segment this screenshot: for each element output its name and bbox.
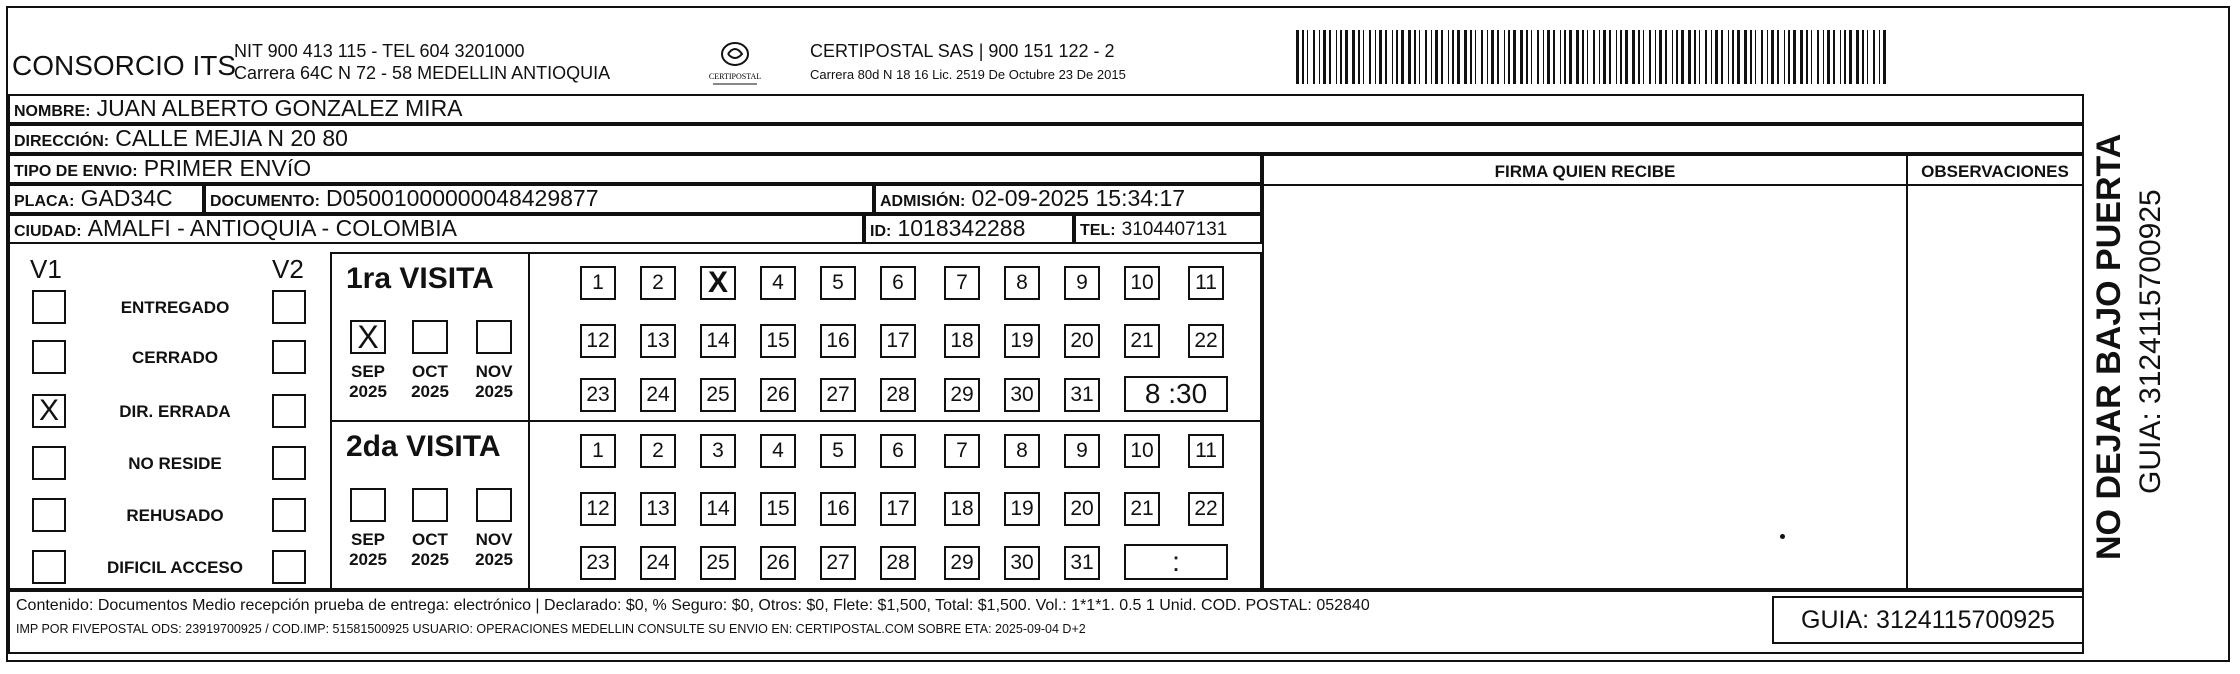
barcode-bar — [1676, 30, 1678, 84]
visit1-month-label — [340, 362, 396, 402]
visit2-day-box[interactable]: 3 — [700, 434, 736, 468]
barcode-bar — [1649, 30, 1651, 84]
visit1-title: 1ra VISITA — [346, 262, 494, 295]
visit2-day-box[interactable]: 13 — [640, 492, 676, 526]
barcode-bar — [1750, 30, 1752, 84]
barcode-bar — [1732, 30, 1734, 84]
certipostal-license: Carrera 80d N 18 16 Lic. 2519 De Octubre 23 De 2015 — [810, 67, 1126, 82]
barcode-bar — [1497, 30, 1499, 84]
barcode-bar — [1867, 30, 1868, 84]
barcode-bar — [1560, 30, 1561, 84]
barcode-bar — [1655, 30, 1656, 84]
v2-checkbox[interactable] — [272, 290, 306, 324]
barcode-bar — [1414, 30, 1416, 84]
observaciones-area[interactable] — [1906, 154, 2084, 590]
barcode-bar — [1475, 30, 1476, 84]
admision-value: 02-09-2025 15:34:17 — [971, 185, 1186, 211]
visit2-month-name: OCT — [412, 530, 448, 549]
visit1-day-box[interactable]: 13 — [640, 324, 676, 358]
visit1-day-box[interactable]: 5 — [820, 266, 856, 300]
visit2-day-box[interactable]: 29 — [944, 546, 980, 580]
barcode-bar — [1576, 30, 1579, 84]
company-address: Carrera 64C N 72 - 58 MEDELLIN ANTIOQUIA — [234, 63, 611, 83]
visit2-day-box[interactable]: 12 — [580, 492, 616, 526]
visit2-day-box[interactable]: 16 — [820, 492, 856, 526]
barcode-bar — [1392, 30, 1393, 84]
barcode-bar — [1625, 30, 1628, 84]
barcode-bar — [1464, 30, 1467, 84]
visit1-month-box[interactable] — [412, 320, 448, 354]
barcode-bar — [1508, 30, 1510, 84]
barcode-bar — [1788, 30, 1790, 84]
barcode-bar — [1419, 30, 1420, 84]
id-row: ID: 1018342288 — [864, 214, 1074, 244]
certipostal-nit: CERTIPOSTAL SAS | 900 151 122 - 2 — [810, 41, 1115, 61]
visit2-day-box[interactable]: 20 — [1064, 492, 1100, 526]
barcode-bar — [1513, 30, 1516, 84]
barcode-bar — [1715, 30, 1718, 84]
barcode-bar — [1800, 30, 1803, 84]
barcode-bar — [1313, 30, 1315, 84]
visit2-day-box[interactable]: 8 — [1004, 434, 1040, 468]
visit2-day-box[interactable]: 4 — [760, 434, 796, 468]
v1-header: V1 — [30, 254, 62, 284]
visit1-month-year: 2025 — [349, 382, 387, 401]
barcode-bar — [1379, 30, 1382, 84]
barcode-bar — [1879, 30, 1880, 84]
visit1-day-box[interactable]: 17 — [880, 324, 916, 358]
company-info — [234, 40, 610, 84]
documento-value: D05001000000048429877 — [326, 185, 599, 211]
visit2-day-box[interactable]: 19 — [1004, 492, 1040, 526]
tipo-envio-value: PRIMER ENVíO — [143, 155, 312, 181]
visit2-month-year: 2025 — [411, 550, 449, 569]
visit2-month-year: 2025 — [349, 550, 387, 569]
side-warning: NO DEJAR BAJO PUERTA — [2090, 133, 2128, 560]
barcode-bar — [1408, 30, 1411, 84]
barcode-bar — [1827, 30, 1830, 84]
barcode-bar — [1603, 30, 1606, 84]
visit2-day-box[interactable]: 27 — [820, 546, 856, 580]
barcode-bar — [1487, 30, 1488, 84]
visit1-day-box[interactable]: 11 — [1188, 266, 1224, 300]
visit2-time-box[interactable]: : — [1124, 544, 1228, 580]
barcode-bar — [1616, 30, 1617, 84]
visit2-day-box[interactable]: 17 — [880, 492, 916, 526]
barcode-bar — [1448, 30, 1449, 84]
visit1-day-box[interactable]: 1 — [580, 266, 616, 300]
visit1-day-box[interactable]: 21 — [1124, 324, 1160, 358]
visit2-day-box[interactable]: 30 — [1004, 546, 1040, 580]
barcode-bar — [1721, 30, 1723, 84]
visit1-day-box[interactable]: 18 — [944, 324, 980, 358]
barcode-bar — [1307, 30, 1308, 84]
barcode-bar — [1340, 30, 1342, 84]
visit2-day-box[interactable]: 25 — [700, 546, 736, 580]
barcode-bar — [1569, 30, 1572, 84]
visit1-month-name: SEP — [350, 362, 386, 381]
status-label: DIFICIL ACCESO — [106, 558, 243, 577]
status-label: REHUSADO — [126, 506, 224, 525]
barcode-bar — [1711, 30, 1712, 84]
barcode-bar — [1761, 30, 1763, 84]
v2-header: V2 — [272, 254, 304, 284]
barcode-bar — [1699, 30, 1700, 84]
visit2-day-box[interactable]: 18 — [944, 492, 980, 526]
visit1-time-box[interactable]: 8 :30 — [1124, 376, 1228, 412]
visit2-month-name: SEP — [350, 530, 386, 549]
visit2-day-box[interactable]: 7 — [944, 434, 980, 468]
footer-contenido: Contenido: Documentos Medio recepción prueba de entrega: electrónico | Declarado: $0, % Seguro: $0, Otros: $0, Flete: $1,500, Total: $1,500. Vol.: 1*1*1. 0.5 1 Unid. COD. POSTAL: 052840 — [16, 597, 1370, 614]
barcode-bar — [1345, 30, 1348, 84]
visit1-day-box[interactable]: 25 — [700, 378, 736, 412]
direccion-row: DIRECCIÓN: CALLE MEJIA N 20 80 — [8, 124, 2084, 154]
placa-row: PLACA: GAD34C — [8, 184, 204, 214]
barcode-bar — [1659, 30, 1662, 84]
barcode-bar — [1329, 30, 1331, 84]
barcode-bar — [1665, 30, 1667, 84]
visit1-day-box[interactable]: 12 — [580, 324, 616, 358]
ciudad-row: CIUDAD: AMALFI - ANTIOQUIA - COLOMBIA — [8, 214, 864, 244]
barcode-bar — [1564, 30, 1566, 84]
visit2-month-label — [466, 530, 522, 570]
barcode-bar — [1520, 30, 1523, 84]
admision-row: ADMISIÓN: 02-09-2025 15:34:17 — [874, 184, 1262, 214]
visit1-month-label — [466, 362, 522, 402]
barcode-bar — [1296, 30, 1299, 84]
v1-checkbox[interactable] — [32, 340, 66, 374]
barcode-bar — [1862, 30, 1864, 84]
certipostal-info — [810, 40, 1126, 86]
barcode-bar — [1526, 30, 1528, 84]
visit2-day-box[interactable]: 28 — [880, 546, 916, 580]
status-label: ENTREGADO — [120, 298, 230, 317]
barcode-bar — [1681, 30, 1684, 84]
barcode-bar — [1823, 30, 1824, 84]
visit2-day-box[interactable]: 31 — [1064, 546, 1100, 580]
visit2-day-box[interactable]: 2 — [640, 434, 676, 468]
visit1-day-box[interactable]: 30 — [1004, 378, 1040, 412]
visit2-title: 2da VISITA — [346, 430, 501, 463]
barcode-bar — [1643, 30, 1644, 84]
barcode-bar — [1873, 30, 1875, 84]
barcode-bar — [1452, 30, 1454, 84]
barcode-bar — [1688, 30, 1691, 84]
firma-header: FIRMA QUIEN RECIBE — [1494, 162, 1676, 181]
visit2-day-box[interactable]: 23 — [580, 546, 616, 580]
barcode-bar — [1609, 30, 1611, 84]
logo-text: CERTIPOSTAL — [708, 72, 762, 81]
barcode-bar — [1856, 30, 1859, 84]
barcode-bar — [1352, 30, 1355, 84]
barcode-bar — [1302, 30, 1304, 84]
barcode-bar — [1817, 30, 1819, 84]
barcode-bar — [1435, 30, 1438, 84]
barcode-bar — [1632, 30, 1635, 84]
barcode-bar — [1582, 30, 1584, 84]
visit1-day-box[interactable]: 15 — [760, 324, 796, 358]
nombre-value: JUAN ALBERTO GONZALEZ MIRA — [96, 95, 463, 121]
visit2-day-box[interactable]: 9 — [1064, 434, 1100, 468]
barcode-bar — [1553, 30, 1555, 84]
barcode-bar — [1425, 30, 1427, 84]
visit1-day-box[interactable]: 7 — [944, 266, 980, 300]
company-name: CONSORCIO ITS — [12, 50, 237, 81]
visit1-month-name: NOV — [475, 362, 513, 381]
visit2-month-box[interactable] — [350, 488, 386, 522]
status-label: CERRADO — [132, 348, 218, 367]
ink-dot — [1780, 534, 1785, 539]
v1-checkbox[interactable] — [32, 550, 66, 584]
visit2-month-label — [402, 530, 458, 570]
guia-number: GUIA: 3124115700925 — [1772, 596, 2084, 644]
barcode-bar — [1457, 30, 1460, 84]
v2-checkbox[interactable] — [272, 394, 306, 428]
footer-impresion: IMP POR FIVEPOSTAL ODS: 23919700925 / COD.IMP: 51581500925 USUARIO: OPERACIONES MEDELLIN CONSULTE SU ENVIO EN: CERTIPOSTAL.COM SOBRE ETA: 2025-09-04 D+2 — [16, 622, 1086, 636]
visit1-day-box[interactable]: 29 — [944, 378, 980, 412]
observaciones-header: OBSERVACIONES — [1921, 162, 2069, 181]
visit1-day-box[interactable]: 23 — [580, 378, 616, 412]
barcode-bar — [1767, 30, 1768, 84]
placa-value: GAD34C — [80, 185, 173, 211]
barcode-bar — [1481, 30, 1483, 84]
barcode-bar — [1470, 30, 1472, 84]
visit1-day-box[interactable]: 6 — [880, 266, 916, 300]
barcode-bar — [1771, 30, 1774, 84]
visit2-day-box[interactable]: 14 — [700, 492, 736, 526]
v1-checkbox[interactable] — [32, 290, 66, 324]
barcode-bar — [1694, 30, 1696, 84]
v1-checkbox[interactable] — [32, 498, 66, 532]
barcode-bar — [1375, 30, 1376, 84]
visit1-month-year: 2025 — [411, 382, 449, 401]
visit1-month-label — [402, 362, 458, 402]
visit1-day-box[interactable]: 24 — [640, 378, 676, 412]
barcode — [1296, 30, 1892, 84]
v2-checkbox[interactable] — [272, 446, 306, 480]
barcode-bar — [1547, 30, 1550, 84]
visit2-day-box[interactable]: 26 — [760, 546, 796, 580]
barcode-bar — [1504, 30, 1505, 84]
barcode-bar — [1755, 30, 1756, 84]
visit1-month-box[interactable] — [476, 320, 512, 354]
barcode-bar — [1531, 30, 1532, 84]
visit2-day-box[interactable]: 11 — [1188, 434, 1224, 468]
visit1-day-box[interactable]: 16 — [820, 324, 856, 358]
visit1-day-box[interactable]: 27 — [820, 378, 856, 412]
documento-row: DOCUMENTO: D05001000000048429877 — [204, 184, 874, 214]
visit2-day-box[interactable]: 5 — [820, 434, 856, 468]
visit2-day-box[interactable]: 22 — [1188, 492, 1224, 526]
company-nit: NIT 900 413 115 - TEL 604 3201000 — [234, 41, 525, 61]
visit1-day-box[interactable]: 22 — [1188, 324, 1224, 358]
barcode-bar — [1363, 30, 1364, 84]
barcode-bar — [1883, 30, 1886, 84]
visit1-day-box[interactable]: 31 — [1064, 378, 1100, 412]
barcode-bar — [1491, 30, 1494, 84]
status-label: DIR. ERRADA — [119, 402, 231, 421]
visit2-day-box[interactable]: 10 — [1124, 434, 1160, 468]
barcode-bar — [1323, 30, 1326, 84]
v2-checkbox[interactable] — [272, 340, 306, 374]
side-guia: GUIA: 3124115700925 — [2134, 189, 2167, 494]
firma-area[interactable] — [1262, 154, 1908, 590]
barcode-bar — [1537, 30, 1539, 84]
barcode-bar — [1358, 30, 1360, 84]
visit2-month-box[interactable] — [476, 488, 512, 522]
visit1-month-year: 2025 — [475, 382, 513, 401]
visit1-day-box[interactable]: 20 — [1064, 324, 1100, 358]
visit2-day-box[interactable]: 21 — [1124, 492, 1160, 526]
barcode-bar — [1587, 30, 1588, 84]
barcode-bar — [1431, 30, 1432, 84]
barcode-bar — [1744, 30, 1747, 84]
barcode-bar — [1620, 30, 1622, 84]
tipo-envio-row: TIPO DE ENVIO: PRIMER ENVíO — [8, 154, 1262, 184]
ciudad-value: AMALFI - ANTIOQUIA - COLOMBIA — [87, 215, 458, 241]
visit2-month-label — [340, 530, 396, 570]
barcode-bar — [1793, 30, 1796, 84]
visit1-day-box[interactable]: 9 — [1064, 266, 1100, 300]
nombre-row: NOMBRE: JUAN ALBERTO GONZALEZ MIRA — [8, 94, 2084, 124]
barcode-bar — [1849, 30, 1852, 84]
visit1-day-box[interactable]: 28 — [880, 378, 916, 412]
visit1-month-box[interactable]: X — [350, 320, 386, 354]
barcode-bar — [1777, 30, 1779, 84]
barcode-bar — [1336, 30, 1337, 84]
barcode-bar — [1806, 30, 1808, 84]
barcode-bar — [1705, 30, 1707, 84]
barcode-bar — [1396, 30, 1398, 84]
visit2-month-name: NOV — [475, 530, 513, 549]
certipostal-logo-icon — [705, 36, 765, 90]
v2-checkbox[interactable] — [272, 498, 306, 532]
id-value: 1018342288 — [897, 215, 1026, 241]
visit1-day-box[interactable]: 4 — [760, 266, 796, 300]
v1-checkbox[interactable]: X — [32, 394, 66, 428]
visit1-day-box[interactable]: 14 — [700, 324, 736, 358]
barcode-bar — [1728, 30, 1729, 84]
barcode-bar — [1811, 30, 1812, 84]
v2-checkbox[interactable] — [272, 550, 306, 584]
barcode-bar — [1737, 30, 1740, 84]
visit1-day-box[interactable]: X — [700, 266, 736, 300]
v1-checkbox[interactable] — [32, 446, 66, 480]
visit1-day-box[interactable]: 8 — [1004, 266, 1040, 300]
visit1-month-name: OCT — [412, 362, 448, 381]
visit1-day-box[interactable]: 10 — [1124, 266, 1160, 300]
visit1-day-box[interactable]: 2 — [640, 266, 676, 300]
visit2-month-box[interactable] — [412, 488, 448, 522]
barcode-bar — [1401, 30, 1404, 84]
barcode-bar — [1844, 30, 1846, 84]
barcode-bar — [1543, 30, 1544, 84]
direccion-value: CALLE MEJIA N 20 80 — [115, 125, 348, 151]
barcode-bar — [1784, 30, 1785, 84]
barcode-bar — [1638, 30, 1640, 84]
barcode-bar — [1833, 30, 1835, 84]
status-label: NO RESIDE — [128, 454, 222, 473]
barcode-bar — [1369, 30, 1371, 84]
barcode-bar — [1441, 30, 1443, 84]
barcode-bar — [1319, 30, 1320, 84]
barcode-bar — [1672, 30, 1673, 84]
tel-row: TEL: 3104407131 — [1074, 214, 1262, 244]
barcode-bar — [1840, 30, 1841, 84]
barcode-bar — [1385, 30, 1387, 84]
visit1-day-box[interactable]: 26 — [760, 378, 796, 412]
visit2-day-box[interactable]: 1 — [580, 434, 616, 468]
visit1-day-box[interactable]: 19 — [1004, 324, 1040, 358]
tel-value: 3104407131 — [1121, 219, 1228, 240]
barcode-bar — [1599, 30, 1600, 84]
visit2-month-year: 2025 — [475, 550, 513, 569]
visit2-day-box[interactable]: 6 — [880, 434, 916, 468]
visit2-day-box[interactable]: 24 — [640, 546, 676, 580]
visit2-day-box[interactable]: 15 — [760, 492, 796, 526]
barcode-bar — [1593, 30, 1595, 84]
